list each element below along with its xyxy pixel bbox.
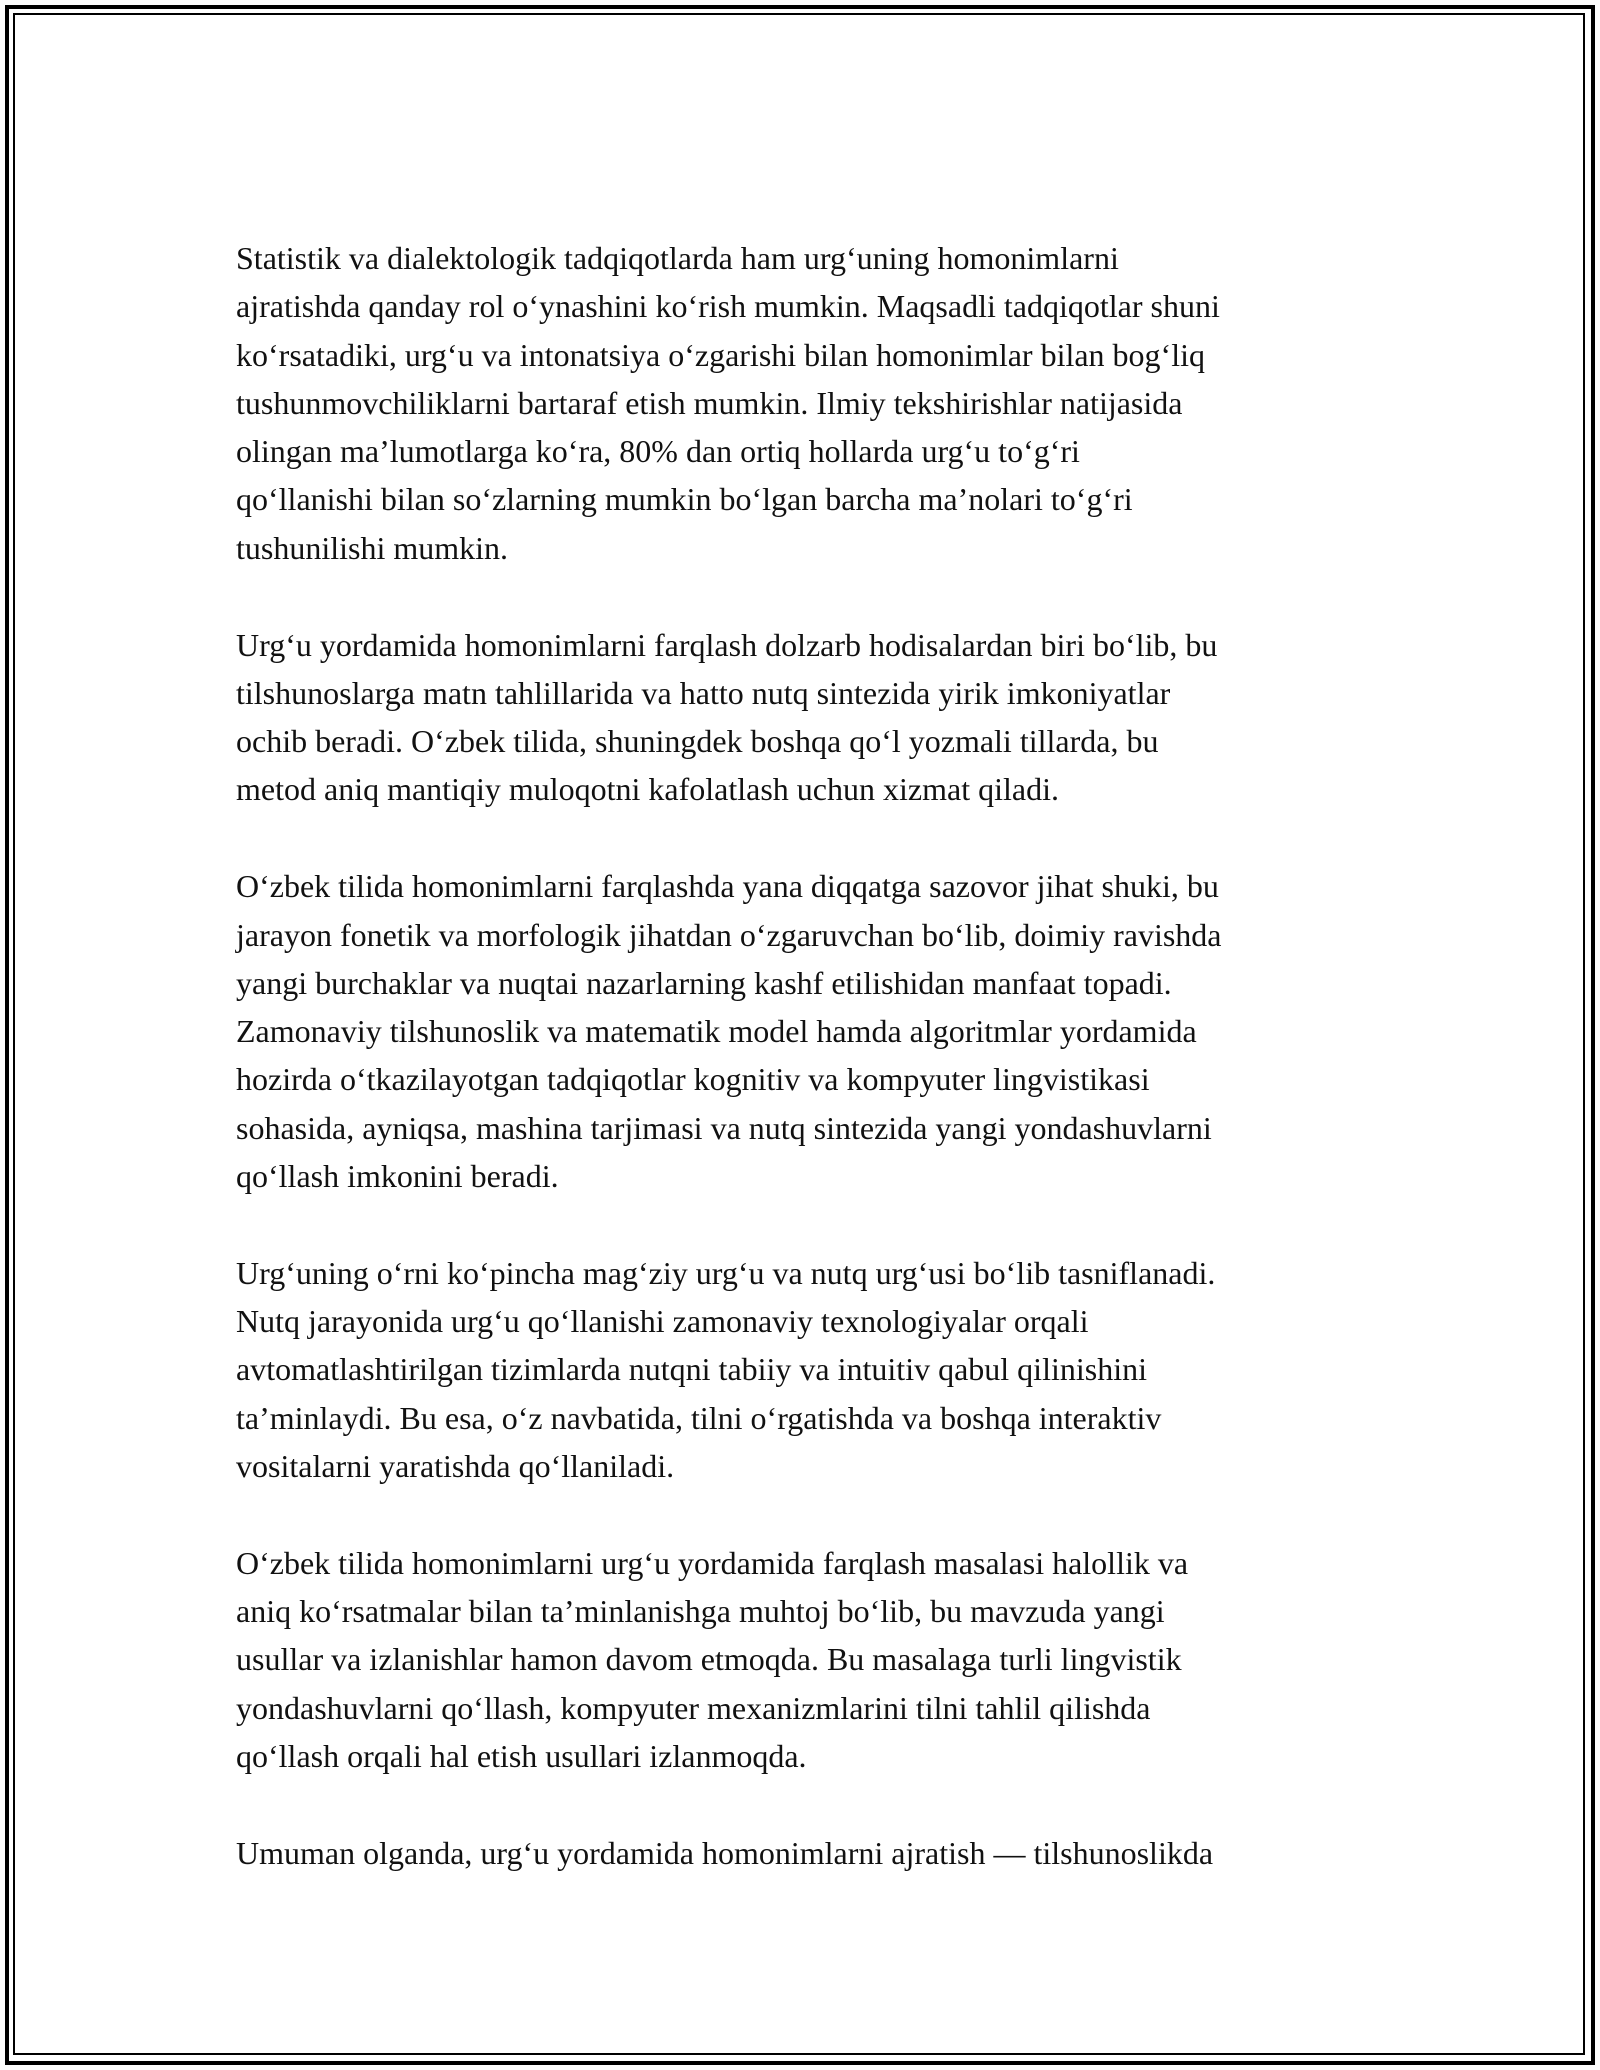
paragraph: O‘zbek tilida homonimlarni farqlashda yana diqqatga sazovor jihat shuki, bu jarayon fonetik va morfologik jihatdan o‘zgaruvchan bo‘lib, doimiy ravishda yangi burchaklar va nuqtai nazarlarning kashf etilishidan manfaat topadi. Zamonaviy tilshunoslik va matematik model hamda algoritmlar yordamida hozirda o‘tkazilayotgan tadqiqotlar kognitiv va kompyuter lingvistikasi sohasida, ayniqsa, mashina tarjimasi va nutq sintezida yangi yondashuvlarni qo‘llash imkonini beradi. [236,868,1222,1195]
paragraph: Urg‘uning o‘rni ko‘pincha mag‘ziy urg‘u va nutq urg‘usi bo‘lib tasniflanadi. Nutq jarayonida urg‘u qo‘llanishi zamonaviy texnologiyalar orqali avtomatlashtirilgan tizimlarda nutqni tabiiy va intuitiv qabul qilinishini ta’minlaydi. Bu esa, o‘z navbatida, tilni o‘rgatishda va boshqa interaktiv vositalarni yaratishda qo‘llaniladi. [236,1254,1216,1485]
paragraph: Umuman olganda, urg‘u yordamida homonimlarni ajratish — tilshunoslikda [236,1834,1214,1871]
paragraph: Statistik va dialektologik tadqiqotlarda ham urg‘uning homonimlarni ajratishda qanday rol o‘ynashini ko‘rish mumkin. Maqsadli tadqiqotlar shuni ko‘rsatadiki, urg‘u va intonatsiya o‘zgarishi bilan homonimlar bilan bog‘liq tushunmovchiliklarni bartaraf etish mumkin. Ilmiy tekshirishlar natijasida olingan ma’lumotlarga ko‘ra, 80% dan ortiq hollarda urg‘u to‘g‘ri qo‘llanishi bilan so‘zlarning mumkin bo‘lgan barcha ma’nolari to‘g‘ri tushunilishi mumkin. [236,240,1220,566]
paragraph: Urg‘u yordamida homonimlarni farqlash dolzarb hodisalardan biri bo‘lib, bu tilshunoslarga matn tahlillarida va hatto nutq sintezida yirik imkoniyatlar ochib beradi. O‘zbek tilida, shuningdek boshqa qo‘l yozmali tillarda, bu metod aniq mantiqiy muloqotni kafolatlash uchun xizmat qiladi. [236,626,1218,808]
document-body [236,234,1376,1877]
paragraph: O‘zbek tilida homonimlarni urg‘u yordamida farqlash masalasi halollik va aniq ko‘rsatmalar bilan ta’minlanishga muhtoj bo‘lib, bu mavzuda yangi usullar va izlanishlar hamon davom etmoqda. Bu masalaga turli lingvistik yondashuvlarni qo‘llash, kompyuter mexanizmlarini tilni tahlil qilishda qo‘llash orqali hal etish usullari izlanmoqda. [236,1544,1189,1775]
